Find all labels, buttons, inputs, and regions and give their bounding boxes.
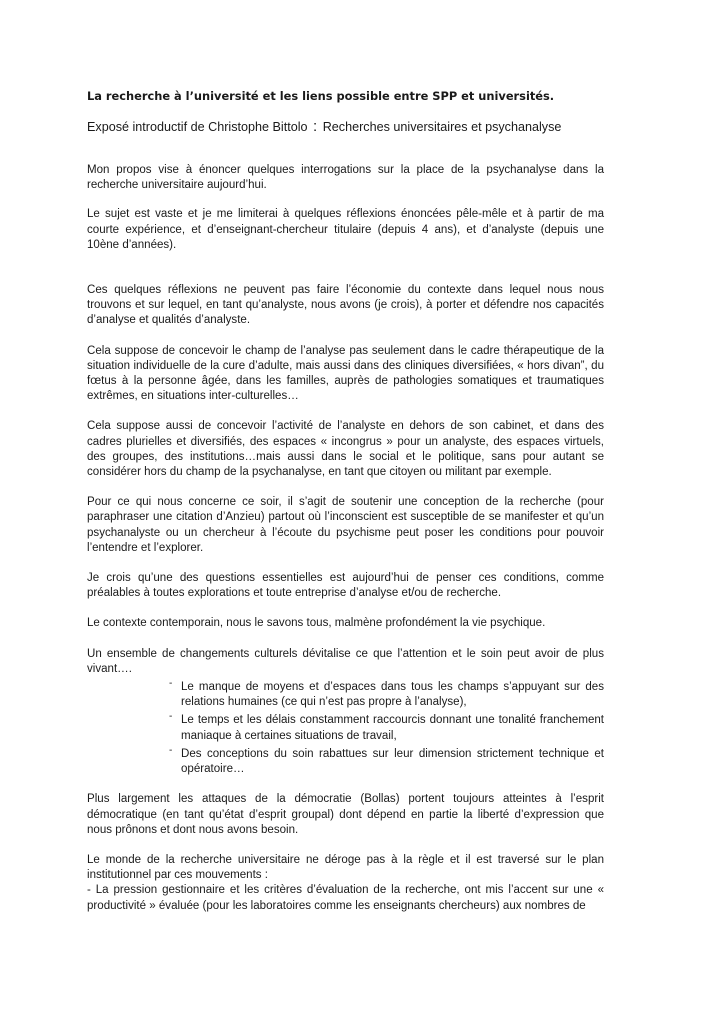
paragraph: Je crois qu’une des questions essentielles est aujourd’hui de penser ces conditions, comme préalables à toutes explorations et toute entreprise d’analyse et/ou de recherche. <box>87 572 604 600</box>
paragraph: - La pression gestionnaire et les critères d’évaluation de la recherche, ont mis l’accent sur une « productivité » évaluée (pour les laboratoires comme les enseignants chercheurs) aux nombres de <box>87 884 604 912</box>
paragraph: Cela suppose de concevoir le champ de l’analyse pas seulement dans le cadre thérapeutique de la situation individuelle de la cure d’adulte, mais aussi dans des cliniques diversifiées, « hors divan”, du fœtus à la personne âgée, dans les familles, auprès de pathologies somatiques et traumatiques extrêmes, en situations inter-culturelles… <box>87 344 604 403</box>
paragraph: Le contexte contemporain, nous le savons tous, malmène profondément la vie psychique. <box>87 617 546 630</box>
list-item <box>169 680 604 710</box>
paragraph: Mon propos vise à énoncer quelques interrogations sur la place de la psychanalyse dans la recherche universitaire aujourd’hui. <box>87 164 604 192</box>
bullet-dash: - <box>169 744 173 756</box>
bullet-dash: - <box>169 678 173 690</box>
document-page <box>87 88 604 914</box>
bullet-dash: - <box>169 711 173 723</box>
list-item-text: Des conceptions du soin rabattues sur leur dimension strictement technique et opératoire… <box>181 747 604 776</box>
list-item-text: Le temps et les délais constamment raccourcis donnant une tonalité franchement maniaque à certaines situations de travail, <box>181 714 604 742</box>
list-item <box>169 713 604 743</box>
subtitle-colon: : <box>313 118 318 135</box>
paragraph: Pour ce qui nous concerne ce soir, il s’agit de soutenir une conception de la recherche (pour paraphraser une citation d’Anzieu) partout où l’inconscient est susceptible de se manifester et qu’un psychanalyste ou un chercheur à l’écoute du psychisme peut poser les conditions pour pouvoir l’entendre et l’explorer. <box>87 496 604 554</box>
document-title: La recherche à l’université et les liens possible entre SPP et universités. <box>87 89 555 103</box>
list-item <box>169 744 604 777</box>
paragraph: Un ensemble de changements culturels dévitalise ce que l’attention et le soin peut avoir de plus vivant…. <box>87 647 604 675</box>
document-subtitle <box>87 118 604 136</box>
subtitle-right: Recherches universitaires et psychanalyse <box>322 120 562 134</box>
paragraph: Le sujet est vaste et je me limiterai à quelques réflexions énoncées pêle-mêle et à partir de ma courte expérience, et d’enseignant-chercheur titulaire (depuis 4 ans), et d’analyste (depuis une 10ène d’années). <box>87 208 604 251</box>
paragraph: Ces quelques réflexions ne peuvent pas faire l’économie du contexte dans lequel nous nous trouvons et sur lequel, en tant qu’analyste, nous avons (je crois), à porter et défendre nos capacités d’analyse et qualités d’analyste. <box>87 284 604 327</box>
paragraph: Cela suppose aussi de concevoir l’activité de l’analyste en dehors de son cabinet, et dans des cadres plurielles et diversifiés, des espaces « incongrus » pour un analyste, des espaces virtuels, des groupes, des institutions…mais aussi dans le social et le politique, sans pour autant se considérer hors du champ de la psychanalyse, en tant que citoyen ou militant par exemple. <box>87 420 604 479</box>
paragraph: Le monde de la recherche universitaire ne déroge pas à la règle et il est traversé sur le plan institutionnel par ces mouvements : <box>87 853 604 882</box>
paragraph: Plus largement les attaques de la démocratie (Bollas) portent toujours atteintes à l’esprit démocratique (en tant qu’état d’esprit groupal) dont dépend en partie la liberté d’expression que nous prônons et dont nous avons besoin. <box>87 793 604 836</box>
list-item-text: Le manque de moyens et d’espaces dans tous les champs s’appuyant sur des relations humaines (ce qui n’est pas propre à l’analyse), <box>181 681 604 709</box>
bullet-list <box>87 680 604 777</box>
subtitle-left: Exposé introductif de Christophe Bittolo <box>87 120 308 134</box>
